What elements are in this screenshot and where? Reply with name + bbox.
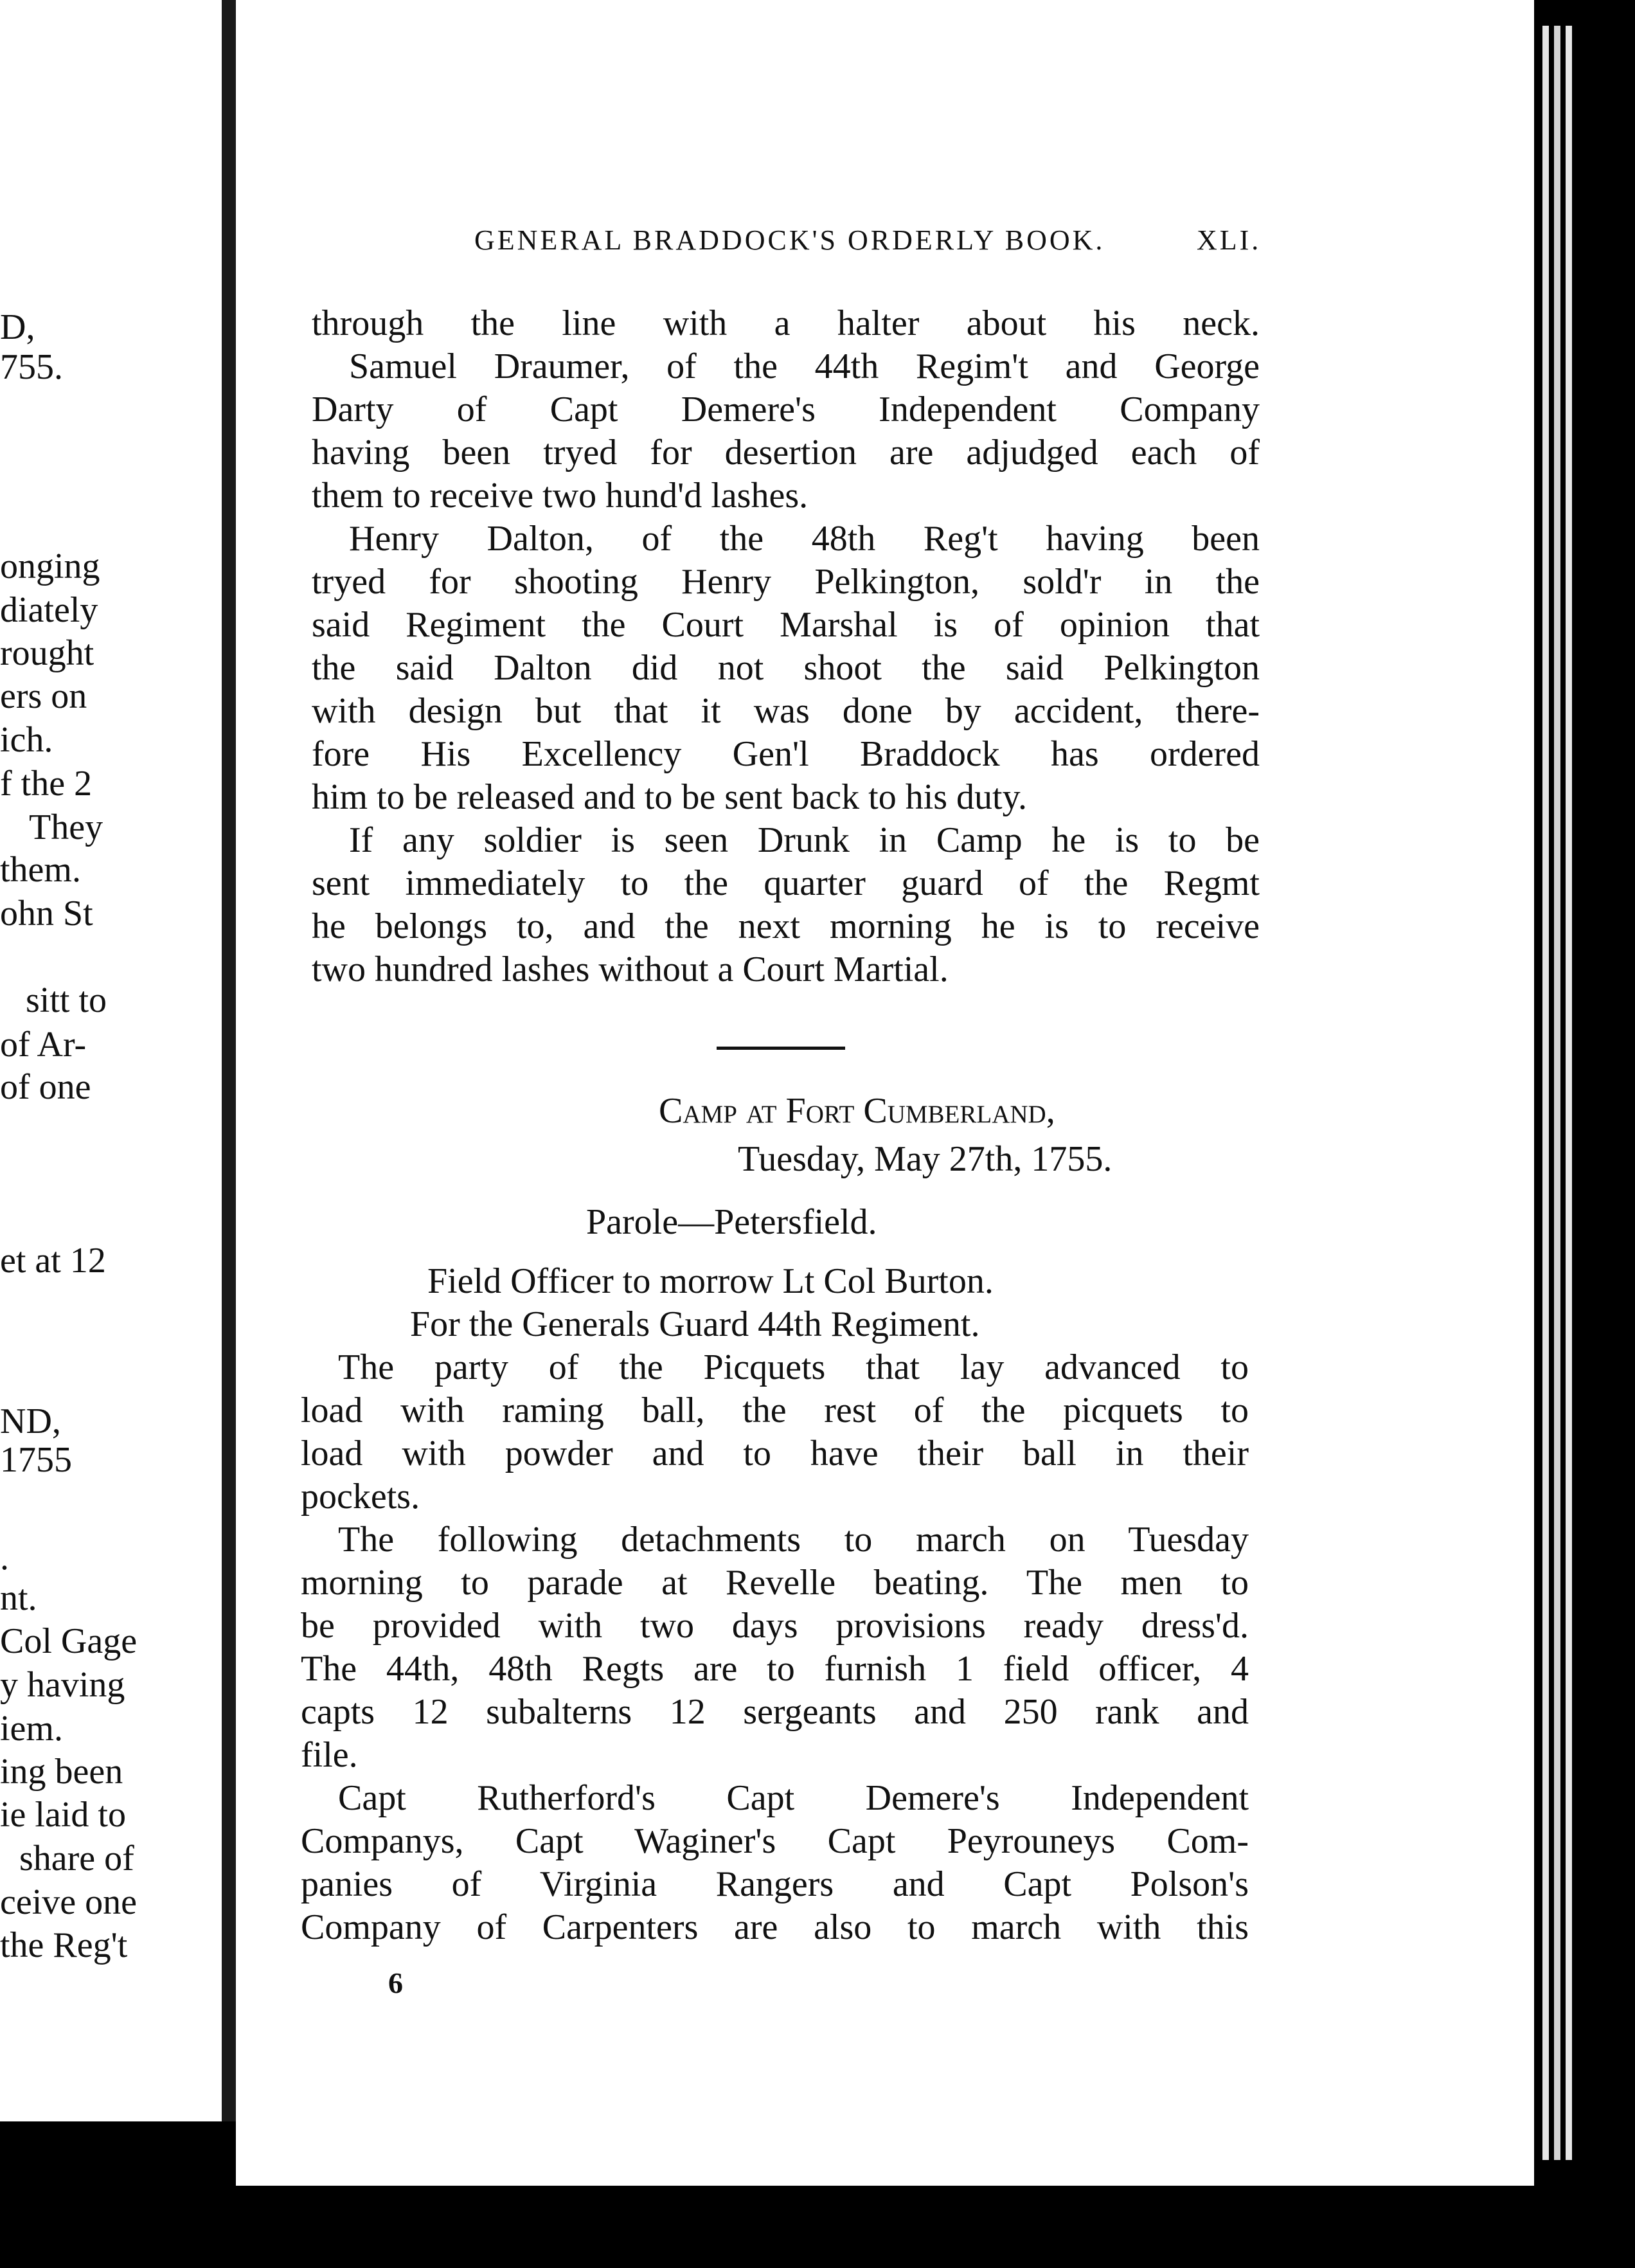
facing-line: iem. — [0, 1709, 63, 1749]
text-line: him to be released and to be sent back to his duty. — [312, 777, 1027, 817]
facing-line: ohn St — [0, 894, 93, 933]
text-line: with design but that it was done by accident, there- — [312, 691, 1260, 731]
facing-line: ND, — [0, 1401, 61, 1441]
facing-line: f the 2 — [0, 764, 93, 804]
facing-line: diately — [0, 590, 98, 630]
facing-line: 755. — [0, 347, 63, 387]
page-edge — [1542, 26, 1549, 2160]
facing-line: ing been — [0, 1752, 123, 1792]
text-line: Companys, Capt Waginer's Capt Peyrouneys Com- — [301, 1821, 1249, 1861]
facing-line: D, — [0, 307, 35, 347]
page-edge — [1554, 26, 1560, 2160]
text-line: file. — [301, 1735, 358, 1775]
text-line: be provided with two days provisions ready dress'd. — [301, 1606, 1249, 1646]
facing-line: ers on — [0, 676, 87, 716]
text-line: Company of Carpenters are also to march with this — [301, 1907, 1249, 1947]
text-line: load with raming ball, the rest of the picquets to — [301, 1390, 1249, 1430]
text-line: The following detachments to march on Tuesday — [338, 1520, 1249, 1560]
facing-line: ie laid to — [0, 1795, 126, 1835]
text-block-orders — [312, 302, 1260, 991]
signature-mark: 6 — [388, 1967, 403, 1999]
text-line: through the line with a halter about his neck. — [312, 303, 1260, 343]
facing-line: of one — [0, 1067, 91, 1107]
text-line: he belongs to, and the next morning he is to receive — [312, 906, 1260, 946]
text-line: sent immediately to the quarter guard of the Regmt — [312, 863, 1260, 903]
text-line: The party of the Picquets that lay advanced to — [338, 1347, 1249, 1387]
facing-line: nt. — [0, 1578, 37, 1618]
camp-date: Tuesday, May 27th, 1755. — [738, 1139, 1112, 1179]
facing-line: et at 12 — [0, 1241, 106, 1281]
parole-line: Parole—Petersfield. — [586, 1202, 877, 1242]
text-line: the said Dalton did not shoot the said Pelkington — [312, 648, 1260, 688]
generals-guard-line: For the Generals Guard 44th Regiment. — [410, 1304, 980, 1344]
text-line: having been tryed for desertion are adjudged each of — [312, 433, 1260, 473]
text-line: Samuel Draumer, of the 44th Regim't and George — [349, 346, 1260, 386]
facing-line: of Ar- — [0, 1025, 87, 1065]
book-gutter — [222, 0, 236, 2121]
facing-line: them. — [0, 850, 81, 890]
text-line: pockets. — [301, 1477, 420, 1516]
facing-line: y having — [0, 1665, 125, 1705]
facing-line: ich. — [0, 720, 53, 760]
running-head-title: GENERAL BRADDOCK'S ORDERLY BOOK. — [474, 224, 1105, 256]
text-line: load with powder and to have their ball in their — [301, 1434, 1249, 1473]
camp-heading: Camp at Fort Cumberland, — [659, 1091, 1055, 1131]
text-line: The 44th, 48th Regts are to furnish 1 field officer, 4 — [301, 1649, 1249, 1689]
text-line: morning to parade at Revelle beating. The men to — [301, 1563, 1249, 1603]
facing-line: 1755 — [0, 1440, 72, 1480]
text-line: two hundred lashes without a Court Martial. — [312, 950, 949, 989]
facing-line: They — [29, 807, 103, 847]
facing-line: ceive one — [0, 1882, 137, 1922]
facing-line: sitt to — [26, 980, 107, 1020]
text-line: If any soldier is seen Drunk in Camp he is to be — [349, 820, 1260, 860]
text-line: panies of Virginia Rangers and Capt Polson's — [301, 1864, 1249, 1904]
text-block-detachments — [301, 1346, 1249, 1949]
text-line: Henry Dalton, of the 48th Reg't having been — [349, 519, 1260, 559]
section-divider — [717, 1047, 845, 1050]
facing-line: . — [0, 1538, 9, 1578]
facing-line: share of — [19, 1839, 134, 1878]
text-line: capts 12 subalterns 12 sergeants and 250 rank and — [301, 1692, 1249, 1732]
facing-line: rought — [0, 633, 94, 673]
facing-line: the Reg't — [0, 1925, 128, 1965]
text-line: Capt Rutherford's Capt Demere's Independent — [338, 1778, 1249, 1818]
text-line: said Regiment the Court Marshal is of opinion that — [312, 605, 1260, 645]
page-edge — [1566, 26, 1572, 2160]
facing-line: Col Gage — [0, 1621, 138, 1661]
text-line: fore His Excellency Gen'l Braddock has ordered — [312, 734, 1260, 774]
field-officer-line: Field Officer to morrow Lt Col Burton. — [427, 1261, 994, 1301]
facing-line: onging — [0, 546, 100, 586]
running-head-page-number: XLI. — [1197, 224, 1262, 256]
facing-page-fragment — [0, 0, 222, 2121]
text-line: them to receive two hund'd lashes. — [312, 476, 809, 516]
text-line: Darty of Capt Demere's Independent Company — [312, 390, 1260, 429]
text-line: tryed for shooting Henry Pelkington, sold'r in the — [312, 562, 1260, 602]
